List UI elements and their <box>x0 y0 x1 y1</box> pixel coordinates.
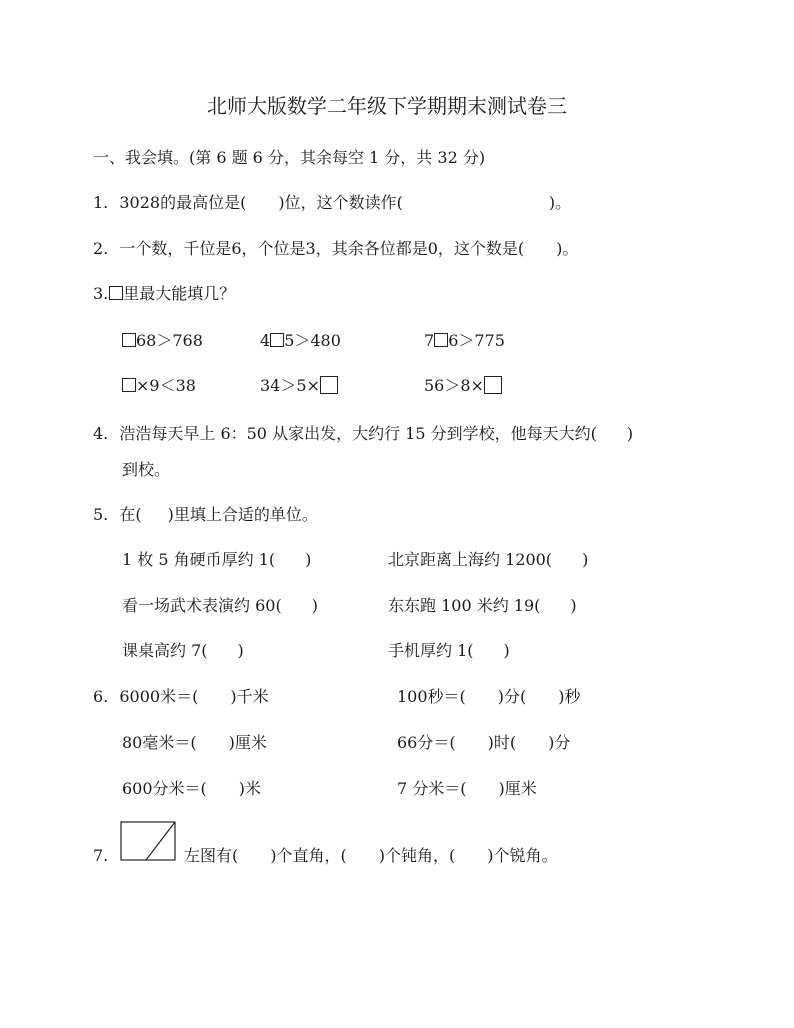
q5-item: 看一场武术表演约 60( ) <box>122 596 318 615</box>
answer-box[interactable] <box>320 376 338 394</box>
question-number: 5. <box>93 505 109 524</box>
q3-item-f <box>424 375 502 397</box>
q3-e-text: 34＞5× <box>260 376 320 395</box>
q2-text: 一个数，千位是6，个位是3，其余各位都是0，这个数是( <box>119 239 525 258</box>
answer-box[interactable] <box>270 333 284 347</box>
q5-item: 北京距离上海约 1200( ) <box>388 550 589 569</box>
question-1 <box>93 192 571 214</box>
q5-item: 手机厚约 1( ) <box>388 641 510 660</box>
rectangle-shape <box>121 822 175 860</box>
question-3 <box>93 283 235 305</box>
rectangle-diagram <box>120 821 176 861</box>
q1-text-b: )位，这个数读作( <box>278 193 403 212</box>
q5-text-a: 在( <box>119 505 142 524</box>
q1-text-c: )。 <box>548 193 572 212</box>
q6-item: 600分米＝( )米 <box>122 779 262 798</box>
answer-box[interactable] <box>484 376 502 394</box>
q4-line1: 浩浩每天早上 6：50 从家出发，大约行 15 分到学校，他每天大约( <box>119 424 597 443</box>
q5-text-b: )里填上合适的单位。 <box>167 505 318 524</box>
answer-box[interactable] <box>109 286 123 300</box>
q5-item: 1 枚 5 角硬币厚约 1( ) <box>122 550 312 569</box>
question-2 <box>93 238 578 260</box>
page-title: 北师大版数学二年级下学期期末测试卷三 <box>207 94 567 118</box>
q3-item-d <box>122 375 196 397</box>
question-number: 4. <box>93 424 109 443</box>
answer-box[interactable] <box>122 378 136 392</box>
q3-a-text: 68＞768 <box>136 331 203 350</box>
q6-item: 80毫米＝( )厘米 <box>122 733 267 752</box>
section-heading: 一、我会填。(第 6 题 6 分，其余每空 1 分，共 32 分) <box>93 148 486 167</box>
q3-item-c <box>424 330 505 352</box>
q5-item: 东东跑 100 米约 19( ) <box>388 596 577 615</box>
q3-item-e <box>260 375 338 397</box>
q6-item: 66分＝( )时( )分 <box>397 733 571 752</box>
question-number: 6. <box>93 687 109 706</box>
question-number: 2. <box>93 239 109 258</box>
q4-line2: 到校。 <box>122 460 171 479</box>
q3-c-post: 6＞775 <box>448 331 505 350</box>
question-5 <box>93 504 318 526</box>
q3-b-post: 5＞480 <box>284 331 341 350</box>
q3-b-pre: 4 <box>260 331 271 350</box>
q3-d-text: ×9＜38 <box>136 376 196 395</box>
question-4 <box>93 423 633 445</box>
q5-item: 课桌高约 7( ) <box>122 641 244 660</box>
q2-end: )。 <box>556 239 579 258</box>
question-number: 7. <box>93 846 109 865</box>
q7-text: 左图有( )个直角，( )个钝角，( )个锐角。 <box>184 846 558 865</box>
q3-c-pre: 7 <box>424 331 435 350</box>
answer-box[interactable] <box>122 333 136 347</box>
q3-f-text: 56＞8× <box>424 376 484 395</box>
q3-item-a <box>122 330 203 352</box>
q1-text-a: 3028的最高位是( <box>119 193 247 212</box>
q3-item-b <box>260 330 341 352</box>
q3-text: 里最大能填几？ <box>123 284 236 303</box>
q6-item: 7 分米＝( )厘米 <box>397 779 537 798</box>
q6-item: 100秒＝( )分( )秒 <box>397 687 581 706</box>
answer-box[interactable] <box>434 333 448 347</box>
question-6: 6. 6000米＝( )千米 <box>93 687 269 706</box>
diagonal-line <box>146 822 175 860</box>
q4-end: ) <box>626 424 634 443</box>
question-number: 3. <box>93 284 109 303</box>
question-number: 1. <box>93 193 109 212</box>
